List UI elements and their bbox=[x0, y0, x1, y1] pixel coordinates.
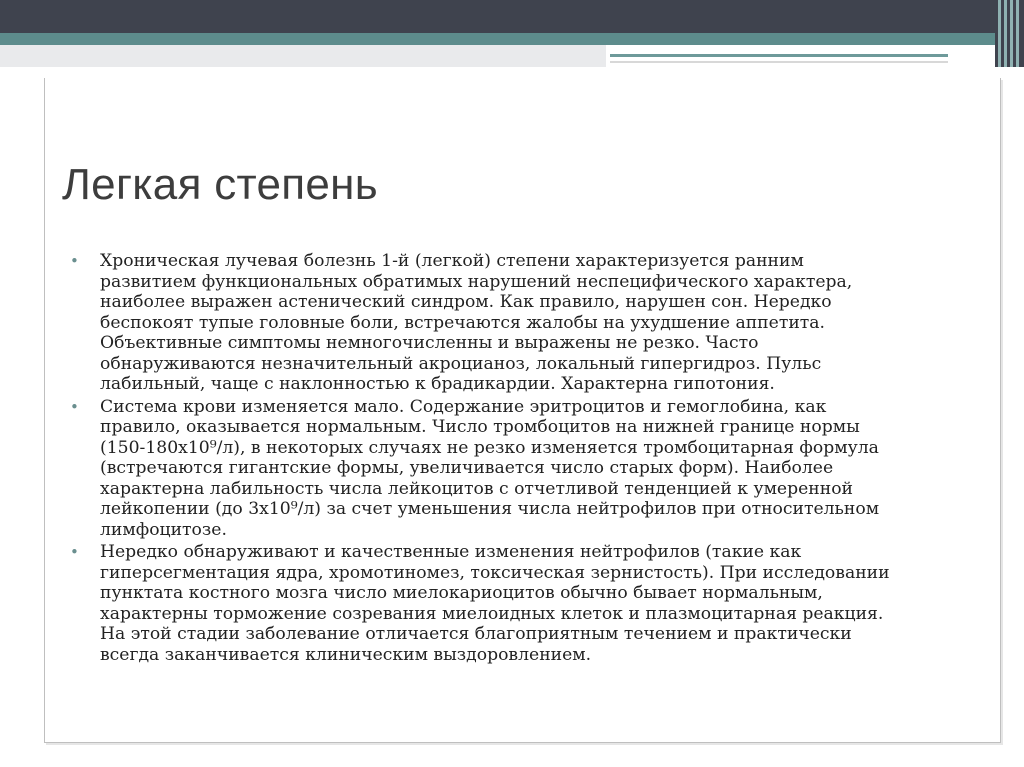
bullet-line: характерна лабильность числа лейкоцитов с отчетливой тенденцией к умеренной bbox=[100, 478, 853, 499]
bullet-line: пунктата костного мозга число миелокариоцитов обычно бывает нормальным, bbox=[100, 583, 823, 603]
bullet-line: характерны торможение созревания миелоидных клеток и плазмоцитарная реакция. bbox=[100, 603, 884, 624]
header-band-grey bbox=[0, 45, 606, 67]
bullet-line: всегда заканчивается клиническим выздоровлением. bbox=[100, 644, 592, 665]
bullet-line: Нередко обнаруживают и качественные изменения нейтрофилов (такие как bbox=[100, 542, 802, 562]
bullet-line: Хроническая лучевая болезнь 1-й (легкой) степени характеризуется ранним bbox=[100, 251, 804, 271]
bullet-line: (встречаются гигантские формы, увеличивается число старых форм). Наиболее bbox=[100, 458, 834, 478]
bullet-line: правило, оказывается нормальным. Число тромбоцитов на нижней границе нормы bbox=[100, 417, 860, 437]
bullet-line: гиперсегментация ядра, хромотиномез, токсическая зернистость). При исследовании bbox=[100, 562, 890, 583]
header-thin-line bbox=[610, 61, 948, 63]
bullet-icon: • bbox=[70, 543, 79, 561]
bullet-line: беспокоят тупые головные боли, встречаются жалобы на ухудшение аппетита. bbox=[100, 312, 825, 333]
bullet-icon: • bbox=[70, 252, 79, 270]
bullet-line: развитием функциональных обратимых нарушений неспецифического характера, bbox=[100, 271, 853, 292]
bullet-icon: • bbox=[70, 397, 79, 416]
slide-body bbox=[70, 251, 970, 667]
bullet-line: лимфоцитозе. bbox=[100, 519, 227, 540]
bullet-line: лейкопении (до 3х10⁹/л) за счет уменьшения числа нейтрофилов при относительном bbox=[100, 499, 880, 519]
bullet-line: обнаруживаются незначительный акроцианоз, локальный гипергидроз. Пульс bbox=[100, 353, 822, 374]
slide-title: Легкая степень bbox=[62, 160, 378, 209]
header-band-teal bbox=[0, 33, 1024, 45]
bullet-line: Система крови изменяется мало. Содержание эритроцитов и гемоглобина, как bbox=[100, 396, 827, 417]
bullet-line: На этой стадии заболевание отличается благоприятным течением и практически bbox=[100, 624, 852, 644]
bullet-item bbox=[70, 251, 970, 395]
bullet-line: Объективные симптомы немногочисленны и выражены не резко. Часто bbox=[100, 333, 759, 353]
header-stripe bbox=[610, 54, 948, 57]
bullet-list bbox=[70, 251, 970, 665]
bullet-line: (150-180х10⁹/л), в некоторых случаях не резко изменяется тромбоцитарная формула bbox=[100, 437, 879, 458]
corner-line bbox=[1010, 0, 1013, 67]
corner-line bbox=[998, 0, 1001, 67]
bullet-item bbox=[70, 542, 970, 665]
bullet-line: наиболее выражен астенический синдром. Как правило, нарушен сон. Нередко bbox=[100, 292, 832, 312]
bullet-item bbox=[70, 397, 970, 541]
bullet-line: лабильный, чаще с наклонностью к брадикардии. Характерна гипотония. bbox=[100, 374, 775, 394]
corner-line bbox=[1016, 0, 1019, 67]
corner-line bbox=[1004, 0, 1007, 67]
header-band-dark bbox=[0, 0, 1024, 33]
